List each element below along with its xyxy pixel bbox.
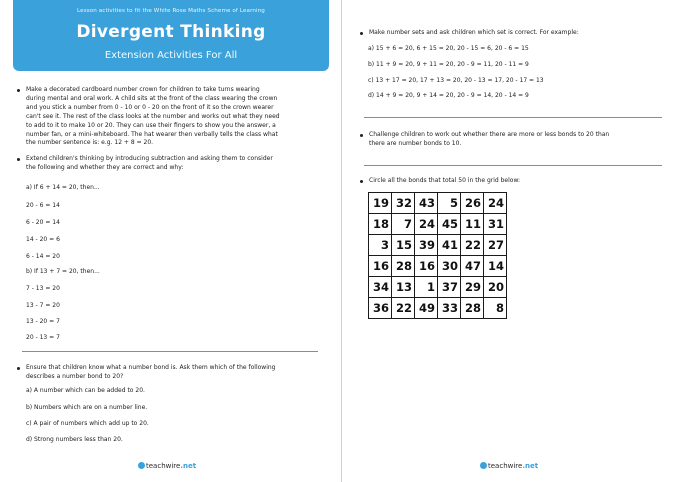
example-line: 14 - 20 = 6	[26, 236, 60, 243]
grid-cell[interactable]: 34	[369, 277, 392, 298]
left-bullet-crown	[14, 86, 346, 148]
text-line: the number sentence is: e.g. 12 + 8 = 20.	[26, 139, 154, 147]
grid-cell[interactable]: 26	[461, 193, 484, 214]
section-divider	[22, 351, 318, 352]
example-line: 7 - 13 = 20	[26, 285, 60, 292]
teachwire-logo-icon	[138, 462, 145, 469]
grid-cell[interactable]: 5	[438, 193, 461, 214]
grid-cell[interactable]: 22	[392, 298, 415, 319]
example-line: 20 - 13 = 7	[26, 334, 60, 341]
right-bullet-challenge	[357, 131, 683, 149]
grid-cell[interactable]: 32	[392, 193, 415, 214]
grid-cell[interactable]: 29	[461, 277, 484, 298]
option-b: b) Numbers which are on a number line.	[26, 404, 148, 411]
example-line: 6 - 20 = 14	[26, 219, 60, 226]
grid-cell[interactable]: 15	[392, 235, 415, 256]
section-divider	[364, 117, 662, 118]
grid-cell[interactable]: 41	[438, 235, 461, 256]
text-line: describes a number bond to 20?	[26, 372, 124, 380]
set-a: a) 15 + 6 = 20, 6 + 15 = 20, 20 - 15 = 6, 20 - 6 = 15	[368, 45, 529, 52]
grid-row	[369, 193, 507, 214]
option-a: a) A number which can be added to 20.	[26, 387, 145, 394]
example-line: b) If 13 + 7 = 20, then...	[26, 268, 100, 275]
grid-cell[interactable]: 1	[415, 277, 438, 298]
text-line: can't see it. The rest of the class looks at the number and works out what they need	[26, 112, 280, 120]
grid-cell[interactable]: 14	[484, 256, 507, 277]
grid-cell[interactable]: 30	[438, 256, 461, 277]
grid-cell[interactable]: 8	[484, 298, 507, 319]
example-line: a) If 6 + 14 = 20, then...	[26, 184, 100, 191]
grid-cell[interactable]: 20	[484, 277, 507, 298]
page-title: Divergent Thinking	[76, 22, 266, 42]
grid-cell[interactable]: 47	[461, 256, 484, 277]
grid-cell[interactable]: 28	[461, 298, 484, 319]
grid-cell[interactable]: 7	[392, 214, 415, 235]
header-extension-title: Extension Activities For All	[104, 50, 238, 61]
example-line: 13 - 20 = 7	[26, 318, 60, 325]
grid-cell[interactable]: 49	[415, 298, 438, 319]
grid-cell[interactable]: 31	[484, 214, 507, 235]
grid-cell[interactable]: 22	[461, 235, 484, 256]
text-line: to add to it to make 10 or 20. They can use their fingers to show you the answer, a	[26, 121, 276, 129]
text-line: Challenge children to work out whether there are more or less bonds to 20 than	[369, 131, 610, 138]
example-line: 13 - 7 = 20	[26, 302, 60, 309]
option-c: c) A pair of numbers which add up to 20.	[26, 420, 149, 427]
grid-cell[interactable]: 28	[392, 256, 415, 277]
grid-row	[369, 256, 507, 277]
text-line: Circle all the bonds that total 50 in the grid below:	[369, 177, 521, 184]
grid-cell[interactable]: 39	[415, 235, 438, 256]
number-grid	[368, 192, 507, 319]
text-line: the following and whether they are correct and why:	[26, 163, 184, 171]
grid-cell[interactable]: 24	[415, 214, 438, 235]
left-bullet-number-bond	[14, 364, 346, 382]
footer-logo-right	[480, 462, 538, 474]
example-line: 20 - 6 = 14	[26, 202, 60, 209]
example-line: 6 - 14 = 20	[26, 253, 60, 260]
grid-cell[interactable]: 43	[415, 193, 438, 214]
header-banner	[13, 0, 329, 71]
grid-row	[369, 235, 507, 256]
grid-row	[369, 214, 507, 235]
grid-cell[interactable]: 33	[438, 298, 461, 319]
right-bullet-circle	[357, 177, 683, 186]
set-b: b) 11 + 9 = 20, 9 + 11 = 20, 20 - 9 = 11, 20 - 11 = 9	[368, 61, 529, 68]
grid-cell[interactable]: 11	[461, 214, 484, 235]
grid-cell[interactable]: 13	[392, 277, 415, 298]
brand-name: teachwire	[146, 462, 181, 470]
set-d: d) 14 + 9 = 20, 9 + 14 = 20, 20 - 9 = 14, 20 - 14 = 9	[368, 92, 529, 99]
grid-cell[interactable]: 36	[369, 298, 392, 319]
left-bullet-subtraction	[14, 155, 346, 173]
grid-cell[interactable]: 37	[438, 277, 461, 298]
brand-name: teachwire	[488, 462, 523, 470]
text-line: Extend children's thinking by introducing subtraction and asking them to consider	[26, 155, 273, 162]
text-line: Make a decorated cardboard number crown for children to take turns wearing	[26, 86, 260, 93]
grid-cell[interactable]: 16	[369, 256, 392, 277]
set-c: c) 13 + 17 = 20, 17 + 13 = 20, 20 - 13 = 17, 20 - 17 = 13	[368, 77, 544, 84]
header-subtitle: Lesson activities to fit the White Rose Maths Scheme of Learning	[77, 8, 265, 14]
grid-cell[interactable]: 3	[369, 235, 392, 256]
section-divider	[364, 165, 662, 166]
grid-row	[369, 298, 507, 319]
text-line: number fan, or a mini-whiteboard. The hat wearer then verbally tells the class what	[26, 130, 278, 138]
teachwire-logo-icon	[480, 462, 487, 469]
grid-cell[interactable]: 19	[369, 193, 392, 214]
right-bullet-number-sets	[357, 29, 683, 38]
grid-row	[369, 277, 507, 298]
text-line: during mental and oral work. A child sits at the front of the class wearing the crown	[26, 94, 278, 102]
grid-cell[interactable]: 18	[369, 214, 392, 235]
grid-cell[interactable]: 27	[484, 235, 507, 256]
grid-cell[interactable]: 24	[484, 193, 507, 214]
brand-tld: .net	[180, 462, 197, 470]
grid-cell[interactable]: 45	[438, 214, 461, 235]
text-line: there are number bonds to 10.	[369, 139, 462, 147]
text-line: Make number sets and ask children which set is correct. For example:	[369, 29, 579, 36]
grid-cell[interactable]: 16	[415, 256, 438, 277]
text-line: Ensure that children know what a number bond is. Ask them which of the following	[26, 364, 276, 371]
option-d: d) Strong numbers less than 20.	[26, 436, 123, 443]
brand-tld: .net	[522, 462, 539, 470]
text-line: and you stick a number from 0 - 10 or 0 - 20 on the front of it so the crown wearer	[26, 103, 274, 111]
footer-logo-left	[138, 462, 196, 474]
